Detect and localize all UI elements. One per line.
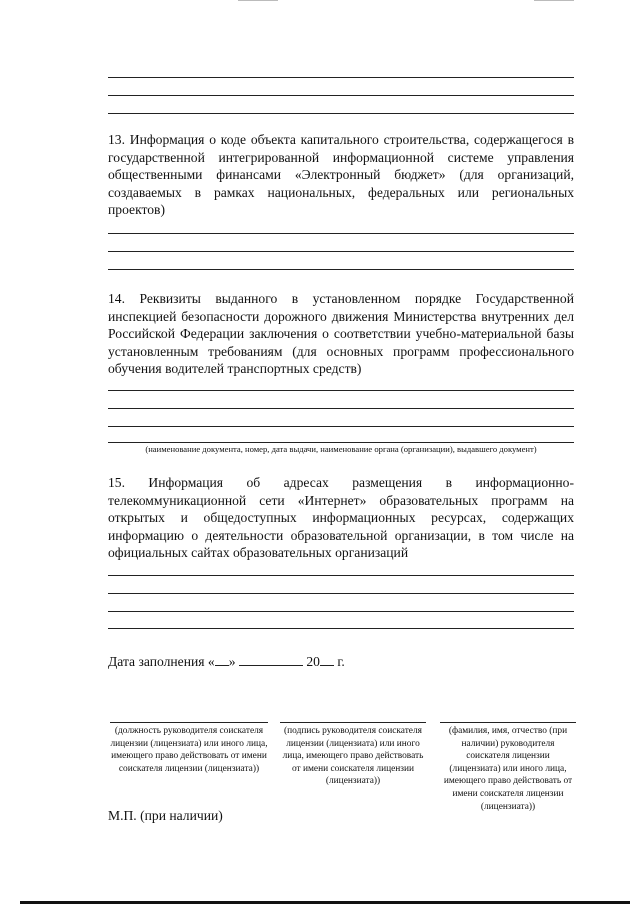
section-15-fill-line[interactable] xyxy=(108,593,574,594)
section-13-text: 13. Информация о коде объекта капитального строительства, содержащегося в государственной интегрированной информационной системе управления общественными финансами «Электронный бюджет» (для организаций, создаваемых в рамках национальных, федеральных или региональных проектов) xyxy=(108,132,574,218)
section-14-text: 14. Реквизиты выданного в установленном порядке Государственной инспекцией безопасности дорожного движения Министерства внутренних дел Российской Федерации заключения о соответствии учебно-материальной базы установленным требованиям (для основных программ профессионального обучения водителей транспортных средств) xyxy=(108,291,574,377)
signature-caption: (подпись руководителя соискателя лицензии (лицензиата) или иного лица, имеющего право действовать от имени соискателя лицензии (лицензиата)) xyxy=(282,726,424,787)
stamp-label: М.П. (при наличии) xyxy=(108,808,223,823)
fill-date xyxy=(108,652,345,670)
position-caption: (должность руководителя соискателя лицензии (лицензиата) или иного лица, имеющего право действовать от имени соискателя лицензии (лицензиата)) xyxy=(110,726,268,774)
name-caption: (фамилия, имя, отчество (при наличии) руководителя соискателя лицензии (лицензиата) или иного лица, имеющего право действовать от имени соискателя лицензии (лицензиата)) xyxy=(443,726,573,812)
section-14-fill-line[interactable] xyxy=(108,408,574,409)
year-prefix: 20 xyxy=(306,654,320,669)
scan-mark xyxy=(534,0,574,1)
section-14-fill-line[interactable] xyxy=(108,426,574,427)
fill-line xyxy=(108,113,574,114)
fill-line xyxy=(108,77,574,78)
name-line[interactable] xyxy=(440,722,576,723)
scan-edge xyxy=(20,901,630,904)
section-14-caption: (наименование документа, номер, дата выдачи, наименование органа (организации), выдавшего документ) xyxy=(145,444,537,454)
fill-date-suffix: г. xyxy=(337,654,345,669)
fill-date-mid: » xyxy=(228,654,236,669)
section-15-fill-line[interactable] xyxy=(108,575,574,576)
section-13-fill-line[interactable] xyxy=(108,251,574,252)
signature-line[interactable] xyxy=(280,722,426,723)
month-blank[interactable] xyxy=(239,652,303,666)
fill-line xyxy=(108,95,574,96)
fill-date-prefix: Дата заполнения « xyxy=(108,654,215,669)
position-line[interactable] xyxy=(110,722,268,723)
year-blank[interactable] xyxy=(320,652,334,666)
day-blank[interactable] xyxy=(215,652,229,666)
section-15-text: 15. Информация об адресах размещения в информационно-телекоммуникационной сети «Интернет» образовательных программ на открытых и общедоступных информационных ресурсах, содержащих информацию о деятельности образовательной организации, в том числе на официальных сайтах образовательных организаций xyxy=(108,475,574,561)
scan-mark xyxy=(238,0,278,1)
section-14-fill-line[interactable] xyxy=(108,442,574,443)
section-14-fill-line[interactable] xyxy=(108,390,574,391)
section-13-fill-line[interactable] xyxy=(108,269,574,270)
section-13-fill-line[interactable] xyxy=(108,233,574,234)
section-15-fill-line[interactable] xyxy=(108,628,574,629)
section-15-fill-line[interactable] xyxy=(108,611,574,612)
